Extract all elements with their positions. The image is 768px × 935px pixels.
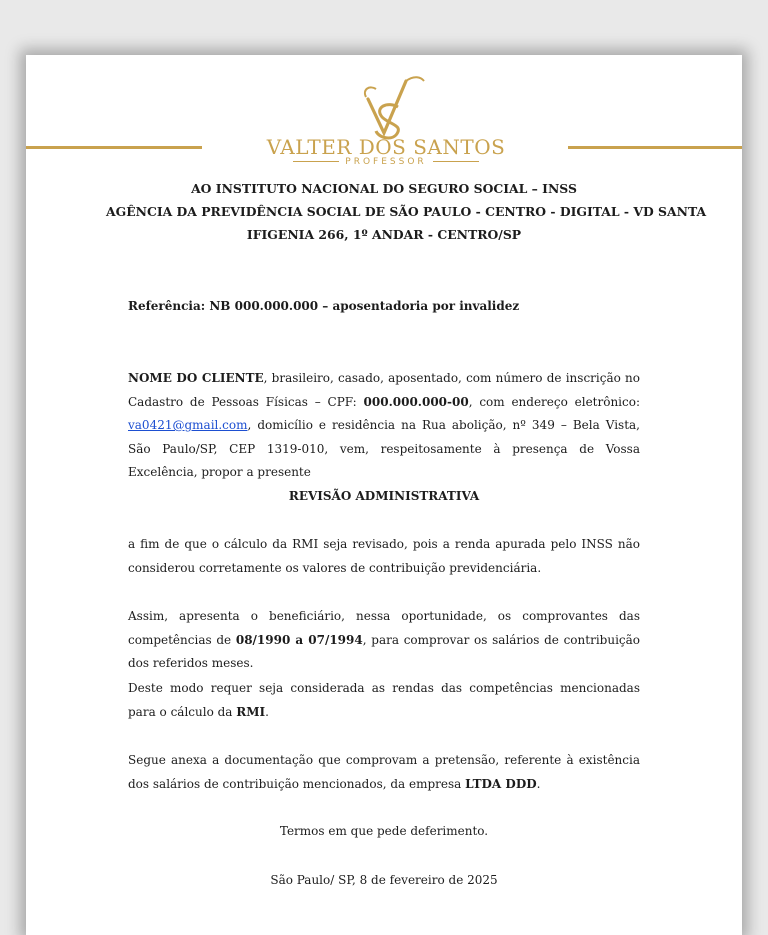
header-line-2: AGÊNCIA DA PREVIDÊNCIA SOCIAL DE SÃO PAULO - CENTRO - DIGITAL - VD SANTA (106, 204, 707, 219)
competence-period: 08/1990 a 07/1994 (235, 632, 363, 647)
paragraph-4 (128, 749, 640, 796)
header-line-3: IFIGENIA 266, 1º ANDAR - CENTRO/SP (246, 227, 522, 242)
place-date-text: São Paulo/ SP, 8 de fevereiro de 2025 (270, 873, 498, 887)
header-gold-line-left (26, 146, 202, 149)
paragraph-2 (128, 605, 640, 676)
paragraph-3-text-2: . (265, 704, 269, 719)
closing-line (128, 820, 640, 844)
title-text: REVISÃO ADMINISTRATIVA (288, 489, 480, 503)
brand-name: VALTER DOS SANTOS (266, 135, 506, 159)
email-link[interactable]: va0421@gmail.com (128, 418, 248, 432)
paragraph-4-text-1: Segue anexa a documentação que comprovam a pretensão, referente à existência dos salários de contribuição mencionados, da empresa (128, 753, 640, 791)
paragraph-1-text: a fim de que o cálculo da RMI seja revisado, pois a renda apurada pelo INSS não considerou corretamente os valores de contribuição previdenciária. (128, 537, 640, 575)
intro-text-3: , domicílio e residência na Rua abolição, nº 349 – Bela Vista, São Paulo/SP, CEP 1319-010, vem, respeitosamente à presença de Vossa Excelência, propor a presente (128, 418, 640, 479)
header-line-1: AO INSTITUTO NACIONAL DO SEGURO SOCIAL – INSS (191, 181, 577, 196)
paragraph-2-text-2: , para comprovar os salários de contribuição dos referidos meses. (128, 632, 641, 670)
paragraph-1 (128, 533, 640, 580)
company-name: LTDA DDD (465, 776, 537, 791)
paragraph-3 (128, 677, 640, 724)
addressee-header (106, 177, 707, 246)
brand-subtitle-text: PROFESSOR (345, 157, 427, 167)
intro-text-1: , brasileiro, casado, aposentado, com número de inscrição no Cadastro de Pessoas Físicas – CPF: (128, 371, 641, 409)
client-name: NOME DO CLIENTE (128, 371, 264, 385)
header-gold-line-right (568, 146, 742, 149)
place-date-line (128, 869, 640, 893)
intro-text-2: , com endereço eletrônico: (468, 394, 641, 409)
rmi-term: RMI (236, 704, 266, 719)
document-page (26, 55, 742, 935)
paragraph-2-text-1: Assim, apresenta o beneficiário, nessa oportunidade, os comprovantes das competências de (128, 609, 640, 647)
document-title (128, 485, 640, 509)
closing-text: Termos em que pede deferimento. (279, 824, 489, 838)
intro-paragraph (128, 367, 640, 485)
paragraph-3-text-1: Deste modo requer seja considerada as rendas das competências mencionadas para o cálculo da (128, 681, 640, 719)
reference-line (128, 295, 640, 319)
paragraph-4-text-2: . (536, 776, 541, 791)
client-cpf: 000.000.000-00 (363, 394, 469, 409)
reference-text: Referência: NB 000.000.000 – aposentadoria por invalidez (128, 299, 520, 313)
brand-subtitle (256, 157, 516, 167)
